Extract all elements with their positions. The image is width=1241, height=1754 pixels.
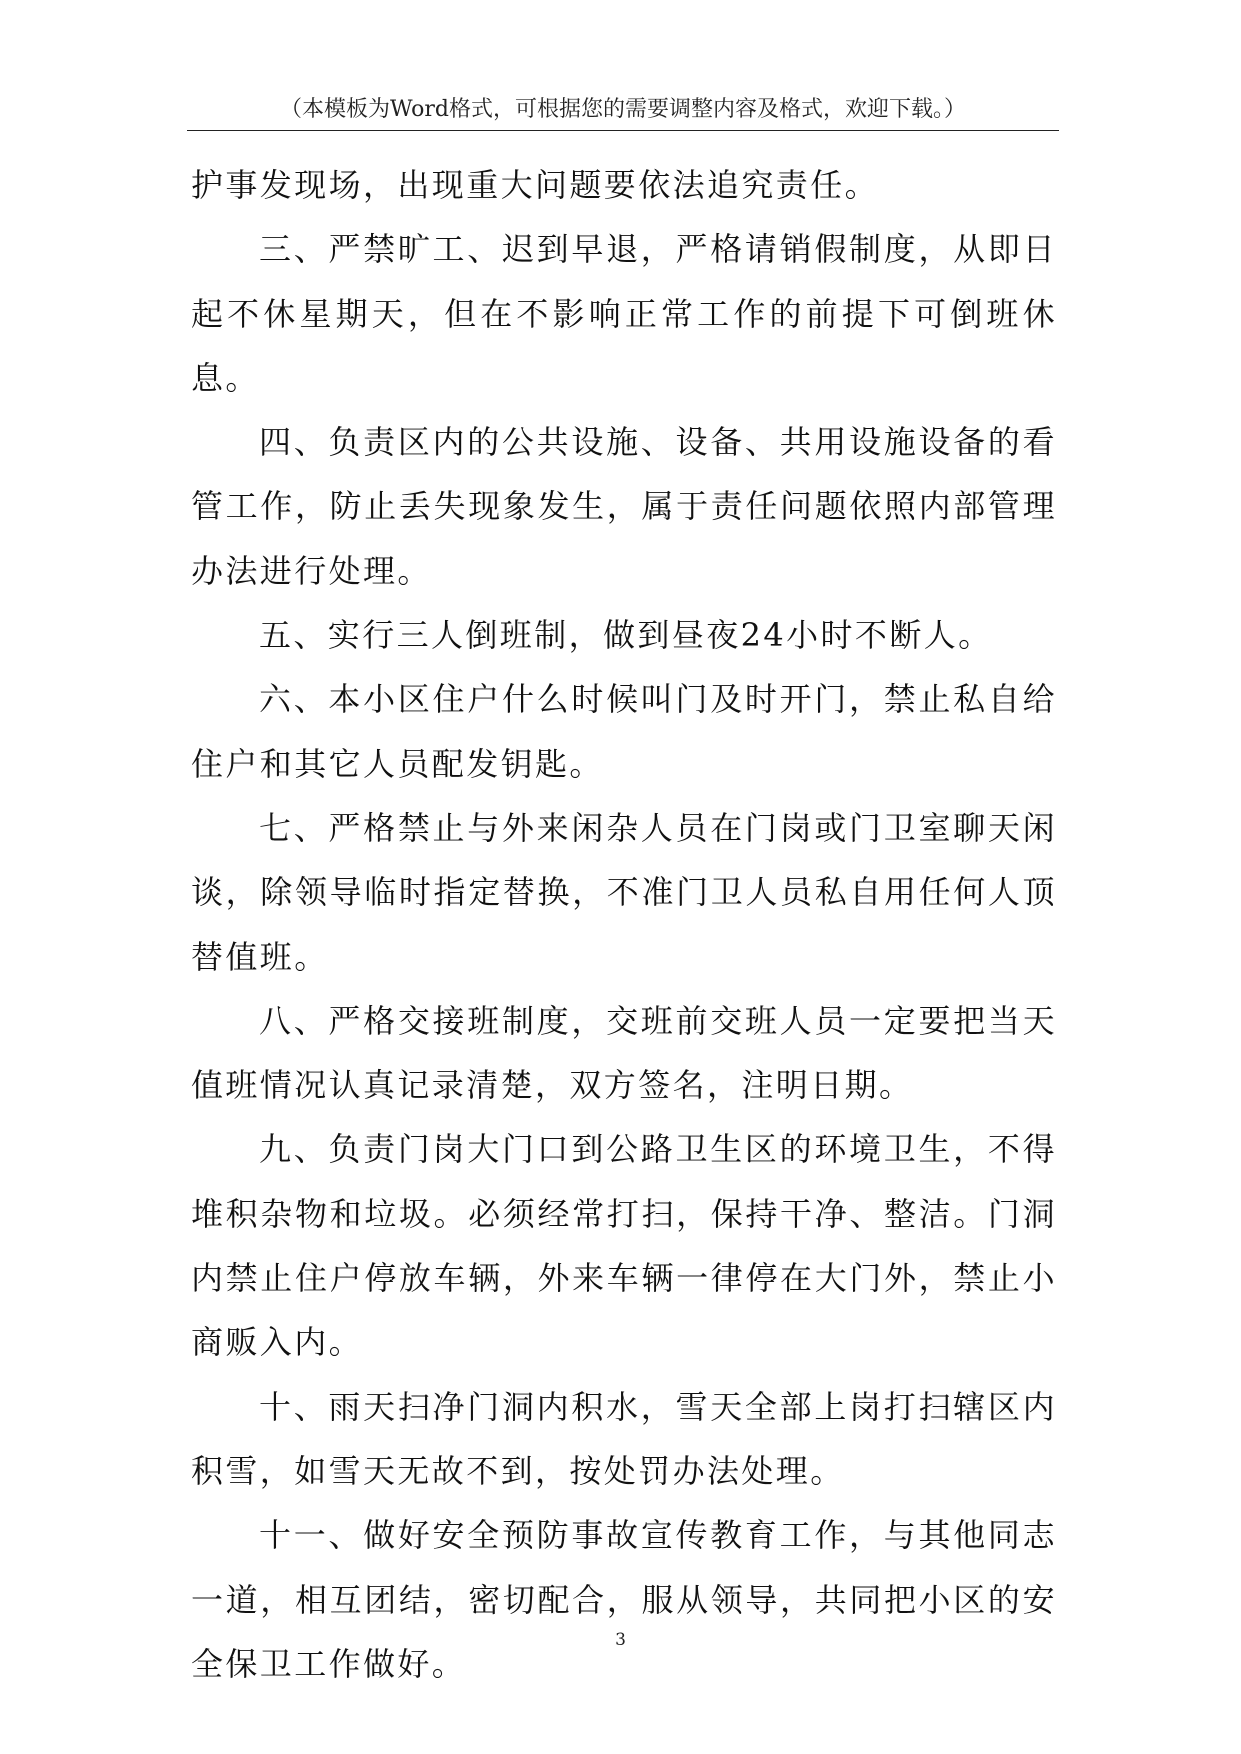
header-note: （本模板为Word格式，可根据您的需要调整内容及格式，欢迎下载。）	[280, 97, 966, 122]
paragraph-item-11: 十一、做好安全预防事故宣传教育工作，与其他同志一道，相互团结，密切配合，服从领导，共同把小区的安全保卫工作做好。	[191, 1516, 1057, 1683]
header-divider	[187, 130, 1059, 131]
paragraph-item-10: 十、雨天扫净门洞内积水，雪天全部上岗打扫辖区内积雪，如雪天无故不到，按处罚办法处理。	[191, 1387, 1057, 1490]
page-number: 3	[615, 1630, 626, 1650]
paragraph-item-7: 七、严格禁止与外来闲杂人员在门岗或门卫室聊天闲谈，除领导临时指定替换，不准门卫人员私自用任何人顶替值班。	[191, 808, 1057, 976]
paragraph-item-4: 四、负责区内的公共设施、设备、共用设施设备的看管工作，防止丢失现象发生，属于责任问题依照内部管理办法进行处理。	[191, 423, 1057, 590]
document-body	[191, 153, 1057, 1696]
paragraph-item-6: 六、本小区住户什么时候叫门及时开门，禁止私自给住户和其它人员配发钥匙。	[191, 680, 1057, 783]
paragraph-item-8: 八、严格交接班制度，交班前交班人员一定要把当天值班情况认真记录清楚，双方签名，注明日期。	[191, 1001, 1057, 1105]
paragraph-item-3: 三、严禁旷工、迟到早退，严格请销假制度，从即日起不休星期天，但在不影响正常工作的前提下可倒班休息。	[191, 230, 1057, 397]
paragraph-item-9: 九、负责门岗大门口到公路卫生区的环境卫生，不得堆积杂物和垃圾。必须经常打扫，保持干净、整洁。门洞内禁止住户停放车辆，外来车辆一律停在大门外，禁止小商贩入内。	[191, 1130, 1057, 1362]
paragraph-continued: 护事发现场，出现重大问题要依法追究责任。	[191, 166, 880, 204]
paragraph-item-5: 五、实行三人倒班制，做到昼夜24小时不断人。	[259, 616, 993, 655]
